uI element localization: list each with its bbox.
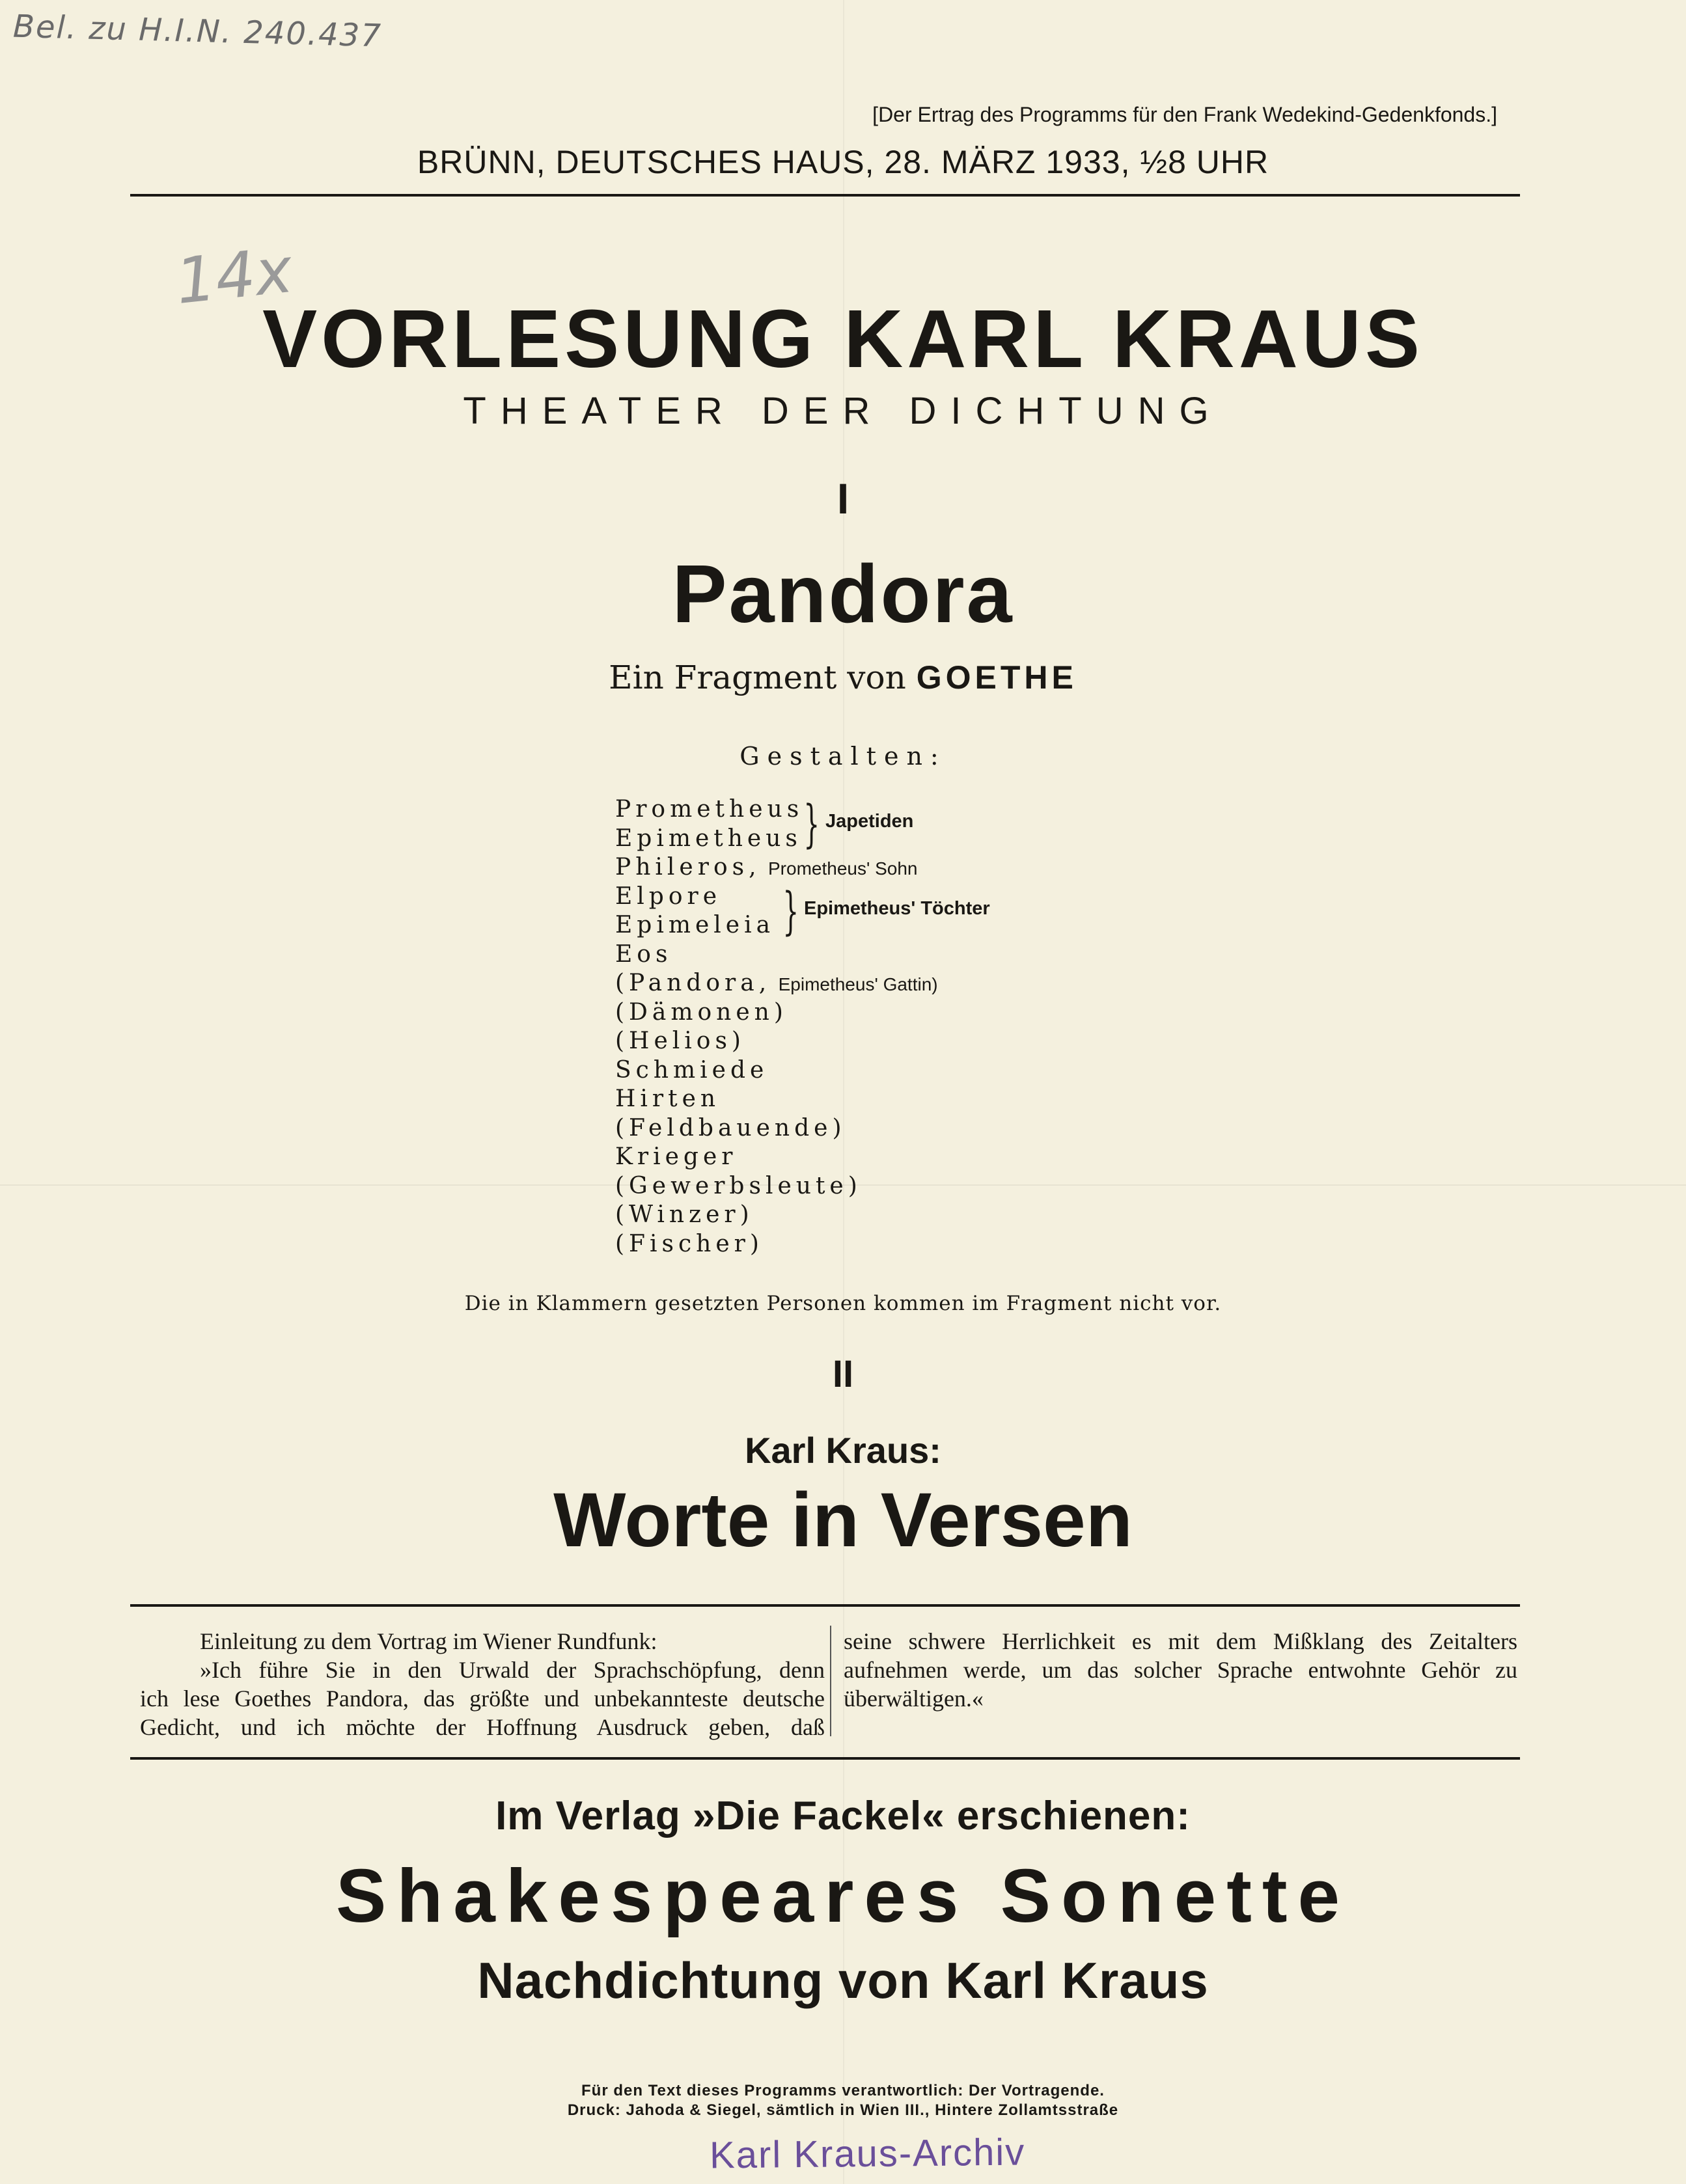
page-subtitle: THEATER DER DICHTUNG <box>463 390 1223 432</box>
cast-item: Krieger <box>615 1143 738 1170</box>
page-title: VORLESUNG KARL KRAUS <box>262 293 1424 385</box>
advert-subtitle: Nachdichtung von Karl Kraus <box>477 1952 1209 2009</box>
part-one-title: Pandora <box>672 548 1014 640</box>
brace-label-japetiden: Japetiden <box>825 811 914 832</box>
quote-line: seine schwere Herrlichkeit es mit dem Mißklang des Zeitalters <box>844 1628 1517 1654</box>
part-two-title: Worte in Versen <box>553 1477 1133 1563</box>
quote-line: »Ich führe Sie in den Urwald der Sprachschöpfung, denn <box>200 1657 825 1683</box>
part-one-numeral: I <box>836 474 850 523</box>
cast-list <box>615 795 938 1259</box>
cast-heading: Gestalten: <box>739 742 947 771</box>
byline-prefix: Ein Fragment von <box>609 659 906 696</box>
cast-item: Eos <box>615 940 672 968</box>
cast-item: Epimetheus <box>615 825 802 852</box>
pencil-mark: 14x <box>172 233 296 319</box>
part-two-numeral: II <box>832 1353 854 1395</box>
advert-title: Shakespeares Sonette <box>336 1853 1350 1938</box>
cast-item: (Feldbauende) <box>615 1114 846 1141</box>
quote-line: aufnehmen werde, um das solcher Sprache entwohnte Gehör zu <box>844 1657 1517 1683</box>
cast-item: Elpore <box>615 882 722 910</box>
cast-item: (Winzer) <box>615 1201 754 1228</box>
top-rule <box>130 194 1520 197</box>
cast-item: (Helios) <box>615 1028 745 1054</box>
brace-label-daughters: Epimetheus' Töchter <box>804 898 990 919</box>
quote-line: überwältigen.« <box>844 1686 984 1712</box>
part-two-author: Karl Kraus: <box>745 1430 941 1471</box>
imprint-line: Für den Text dieses Programms verantwortlich: Der Vortragende. <box>581 2082 1105 2099</box>
proceeds-note: [Der Ertrag des Programms für den Frank Wedekind-Gedenkfonds.] <box>872 103 1497 126</box>
imprint <box>0 2081 1686 2120</box>
column-divider <box>830 1626 831 1736</box>
quote-line: Gedicht, und ich möchte der Hoffnung Ausdruck geben, daß <box>140 1714 825 1740</box>
brace-icon: } <box>803 795 820 854</box>
cast-item: (Dämonen) <box>615 998 788 1026</box>
imprint-line: Druck: Jahoda & Siegel, sämtlich in Wien III., Hintere Zollamtsstraße <box>567 2101 1119 2119</box>
brace-icon: } <box>782 882 799 941</box>
quote-top-rule <box>130 1604 1520 1607</box>
cast-item: (Fischer) <box>615 1230 764 1257</box>
brackets-note: Die in Klammern gesetzten Personen kommen im Fragment nicht vor. <box>464 1292 1222 1315</box>
quote-line: ich lese Goethes Pandora, das größte und unbekannteste deutsche <box>140 1686 825 1712</box>
quote-right-column <box>844 1627 1517 1713</box>
cast-item: Schmiede <box>615 1056 769 1084</box>
quote-line: Einleitung zu dem Vortrag im Wiener Rundfunk: <box>200 1628 657 1654</box>
cast-item: Prometheus <box>615 796 804 823</box>
archive-stamp: Karl Kraus-Archiv <box>709 2131 1026 2177</box>
quote-left-column <box>140 1627 825 1741</box>
cast-item: (Pandora, Epimetheus' Gattin) <box>615 970 938 996</box>
archive-note: Bel. zu H.I.N. 240.437 <box>12 8 383 55</box>
venue-line: BRÜNN, DEUTSCHES HAUS, 28. MÄRZ 1933, ½8 UHR <box>417 144 1269 180</box>
cast-item: Phileros, Prometheus' Sohn <box>615 854 918 880</box>
cast-item: (Gewerbsleute) <box>615 1172 862 1199</box>
advert-line-1: Im Verlag »Die Fackel« erschienen: <box>495 1794 1191 1838</box>
byline-author: GOETHE <box>916 659 1077 696</box>
cast-item: Epimeleia <box>615 912 775 938</box>
part-one-byline <box>0 659 1686 696</box>
quote-bottom-rule <box>130 1757 1520 1760</box>
cast-item: Hirten <box>615 1085 721 1112</box>
